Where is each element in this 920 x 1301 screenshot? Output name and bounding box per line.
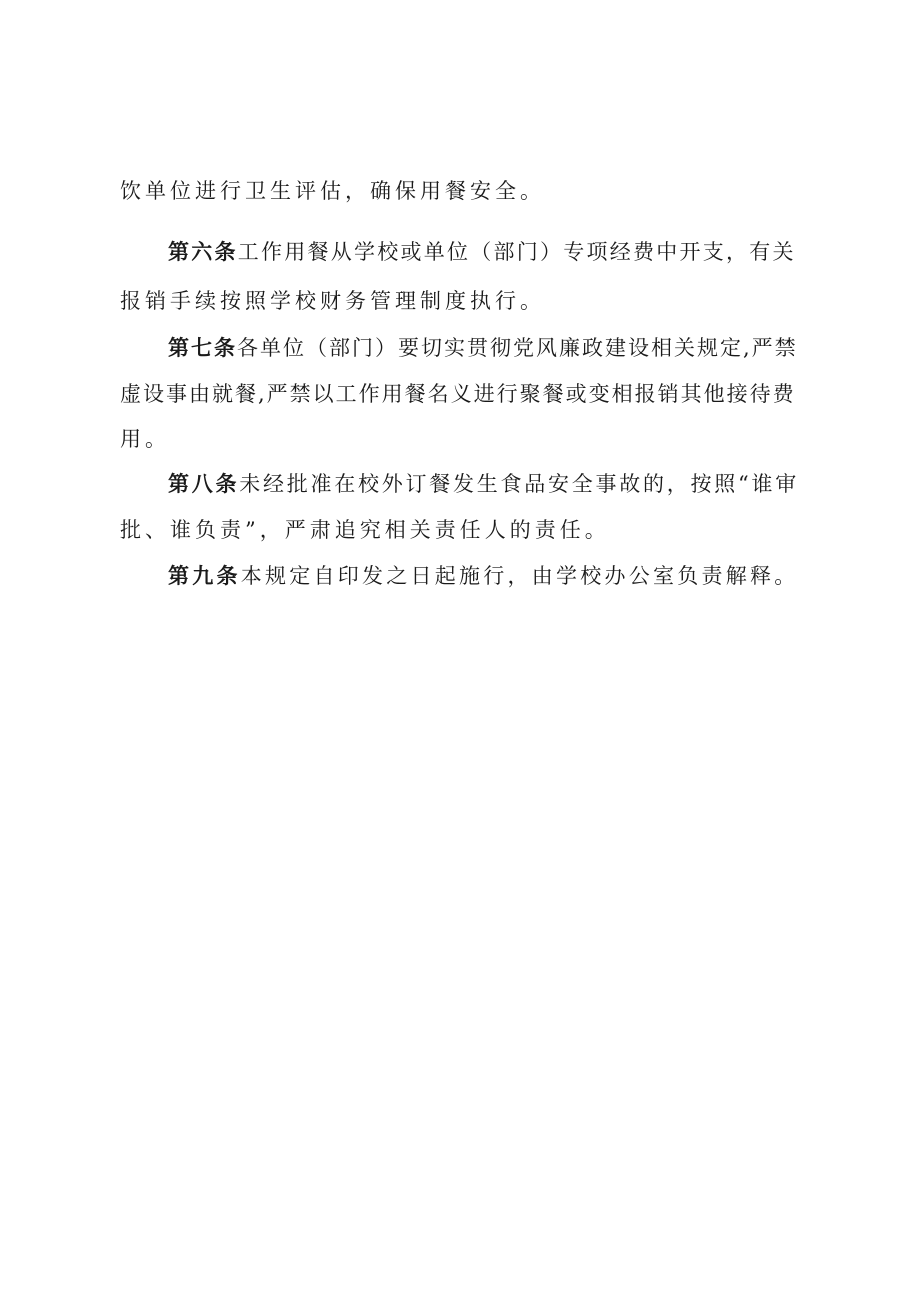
article-6-heading: 第六条	[168, 240, 238, 264]
article-6-line-1	[168, 242, 796, 263]
article-9-heading: 第九条	[168, 564, 241, 588]
article-6-text-2: 报销手续按照学校财务管理制度执行。	[120, 289, 545, 313]
article-8-line-1	[168, 474, 799, 495]
article-9-line-1	[168, 566, 799, 587]
article-7-heading: 第七条	[168, 336, 237, 360]
article-6-text-1: 工作用餐从学校或单位（部门）专项经费中开支，有关	[237, 240, 796, 264]
article-7-text-1: 各单位（部门）要切实贯彻党风廉政建设相关规定,严禁	[237, 336, 798, 360]
article-7-text-3: 用。	[120, 427, 170, 451]
article-9-text-1: 本规定自印发之日起施行，由学校办公室负责解释。	[240, 564, 799, 588]
article-7-line-2	[120, 384, 796, 405]
article-7-line-3	[120, 429, 170, 450]
article-8-text-2: 批、谁负责”，严肃追究相关责任人的责任。	[120, 518, 610, 542]
article-8-line-2	[120, 520, 610, 541]
paragraph-5-text: 饮单位进行卫生评估，确保用餐安全。	[120, 179, 545, 203]
paragraph-5-continuation	[120, 181, 545, 202]
article-6-line-2	[120, 291, 545, 312]
article-8-heading: 第八条	[168, 472, 240, 496]
article-8-text-1: 未经批准在校外订餐发生食品安全事故的，按照“谁审	[239, 472, 799, 496]
article-7-line-1	[168, 338, 798, 359]
article-7-text-2: 虚设事由就餐,严禁以工作用餐名义进行聚餐或变相报销其他接待费	[120, 382, 796, 406]
